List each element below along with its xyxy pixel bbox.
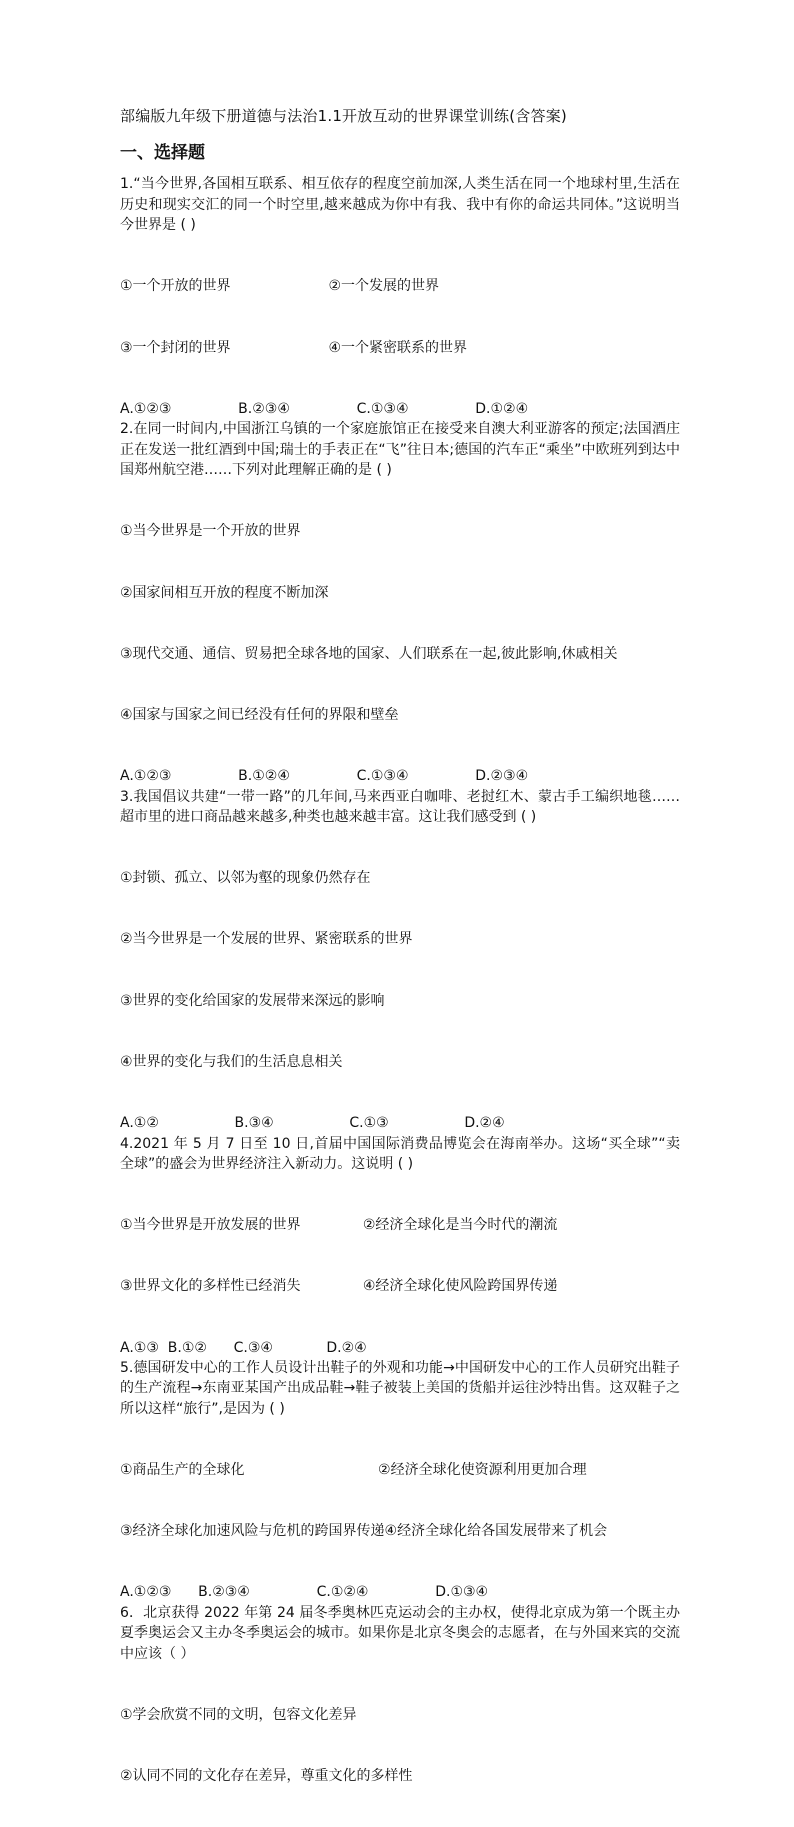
question-text: 1.“当今世界,各国相互联系、相互依存的程度空前加深,人类生活在同一个地球村里,生活在历史和现实交汇的同一个时空里,越来越成为你中有我、我中有你的命运共同体。”这说明当今世界是 ( ) [120, 176, 680, 234]
question-options [120, 236, 680, 399]
question-text: 3.我国倡议共建“一带一路”的几年间,马来西亚白咖啡、老挝红木、蒙古手工编织地毯……超市里的进口商品越来越多,种类也越来越丰富。这让我们感受到 ( ) [120, 788, 680, 825]
option-line: ③世界的变化给国家的发展带来深远的影响 [120, 992, 385, 1009]
option-line: ②当今世界是一个发展的世界、紧密联系的世界 [120, 931, 413, 948]
answer-choices: A.①③ B.①② C.③④ D.②④ [120, 1339, 367, 1356]
question-2 [120, 419, 680, 786]
option-line: ③经济全球化加速风险与危机的跨国界传递④经济全球化给各国发展带来了机会 [120, 1523, 608, 1540]
option-line: ③现代交通、通信、贸易把全球各地的国家、人们联系在一起,彼此影响,休戚相关 [120, 645, 618, 662]
document-content [120, 106, 680, 1827]
question-options [120, 481, 680, 767]
option-line: ①一个开放的世界 ②一个发展的世界 [120, 278, 440, 295]
answer-choices: A.①② B.③④ C.①③ D.②④ [120, 1115, 505, 1132]
option-line: ④国家与国家之间已经没有任何的界限和壁垒 [120, 706, 399, 723]
question-options [120, 1174, 680, 1337]
answer-choices: A.①②③ B.②③④ C.①③④ D.①②④ [120, 400, 529, 417]
option-line: ①商品生产的全球化 ②经济全球化使资源利用更加合理 [120, 1462, 587, 1478]
question-text: 6．北京获得 2022 年第 24 届冬季奥林匹克运动会的主办权，使得北京成为第一个既主办夏季奥运会又主办冬季奥运会的城市。如果你是北京冬奥会的志愿者，在与外国来宾的交流中应该（ ） [120, 1604, 680, 1662]
option-line: ①当今世界是一个开放的世界 [120, 523, 301, 540]
question-5 [120, 1358, 680, 1603]
option-line: ②国家间相互开放的程度不断加深 [120, 584, 329, 601]
option-line: ②认同不同的文化存在差异，尊重文化的多样性 [120, 1768, 413, 1785]
option-line: ③世界文化的多样性已经消失 ④经济全球化使风险跨国界传递 [120, 1278, 558, 1295]
question-text: 2.在同一时间内,中国浙江乌镇的一个家庭旅馆正在接受来自澳大利亚游客的预定;法国酒庄正在发送一批红酒到中国;瑞士的手表正在“飞”往日本;德国的汽车正“乘坐”中欧班列到达中国郑州航空港……下列对此理解正确的是 ( ) [120, 421, 680, 479]
question-options [120, 827, 680, 1113]
question-3 [120, 787, 680, 1134]
option-line: ①学会欣赏不同的文明，包容文化差异 [120, 1706, 357, 1723]
question-6 [120, 1603, 680, 1827]
answer-choices: A.①②③ B.②③④ C.①②④ D.①③④ [120, 1584, 489, 1601]
section-heading: 一、选择题 [120, 143, 205, 164]
question-options [120, 1419, 680, 1582]
question-options [120, 1664, 680, 1827]
option-line: ①当今世界是开放发展的世界 ②经济全球化是当今时代的潮流 [120, 1217, 558, 1234]
question-4 [120, 1134, 680, 1358]
question-1 [120, 174, 680, 419]
question-text: 5.德国研发中心的工作人员设计出鞋子的外观和功能→中国研发中心的工作人员研究出鞋子的生产流程→东南亚某国产出成品鞋→鞋子被装上美国的货船并运往沙特出售。这双鞋子之所以这样“旅行”,是因为 ( ) [120, 1359, 680, 1417]
option-line: ④世界的变化与我们的生活息息相关 [120, 1053, 343, 1070]
option-line: ①封锁、孤立、以邻为壑的现象仍然存在 [120, 870, 371, 887]
answer-choices: A.①②③ B.①②④ C.①③④ D.②③④ [120, 768, 529, 785]
question-text: 4.2021 年 5 月 7 日至 10 日,首届中国国际消费品博览会在海南举办。这场“买全球”“卖全球”的盛会为世界经济注入新动力。这说明 ( ) [120, 1135, 680, 1172]
option-line: ③一个封闭的世界 ④一个紧密联系的世界 [120, 339, 468, 356]
document-title: 部编版九年级下册道德与法治1.1开放互动的世界课堂训练(含答案) [120, 107, 567, 125]
